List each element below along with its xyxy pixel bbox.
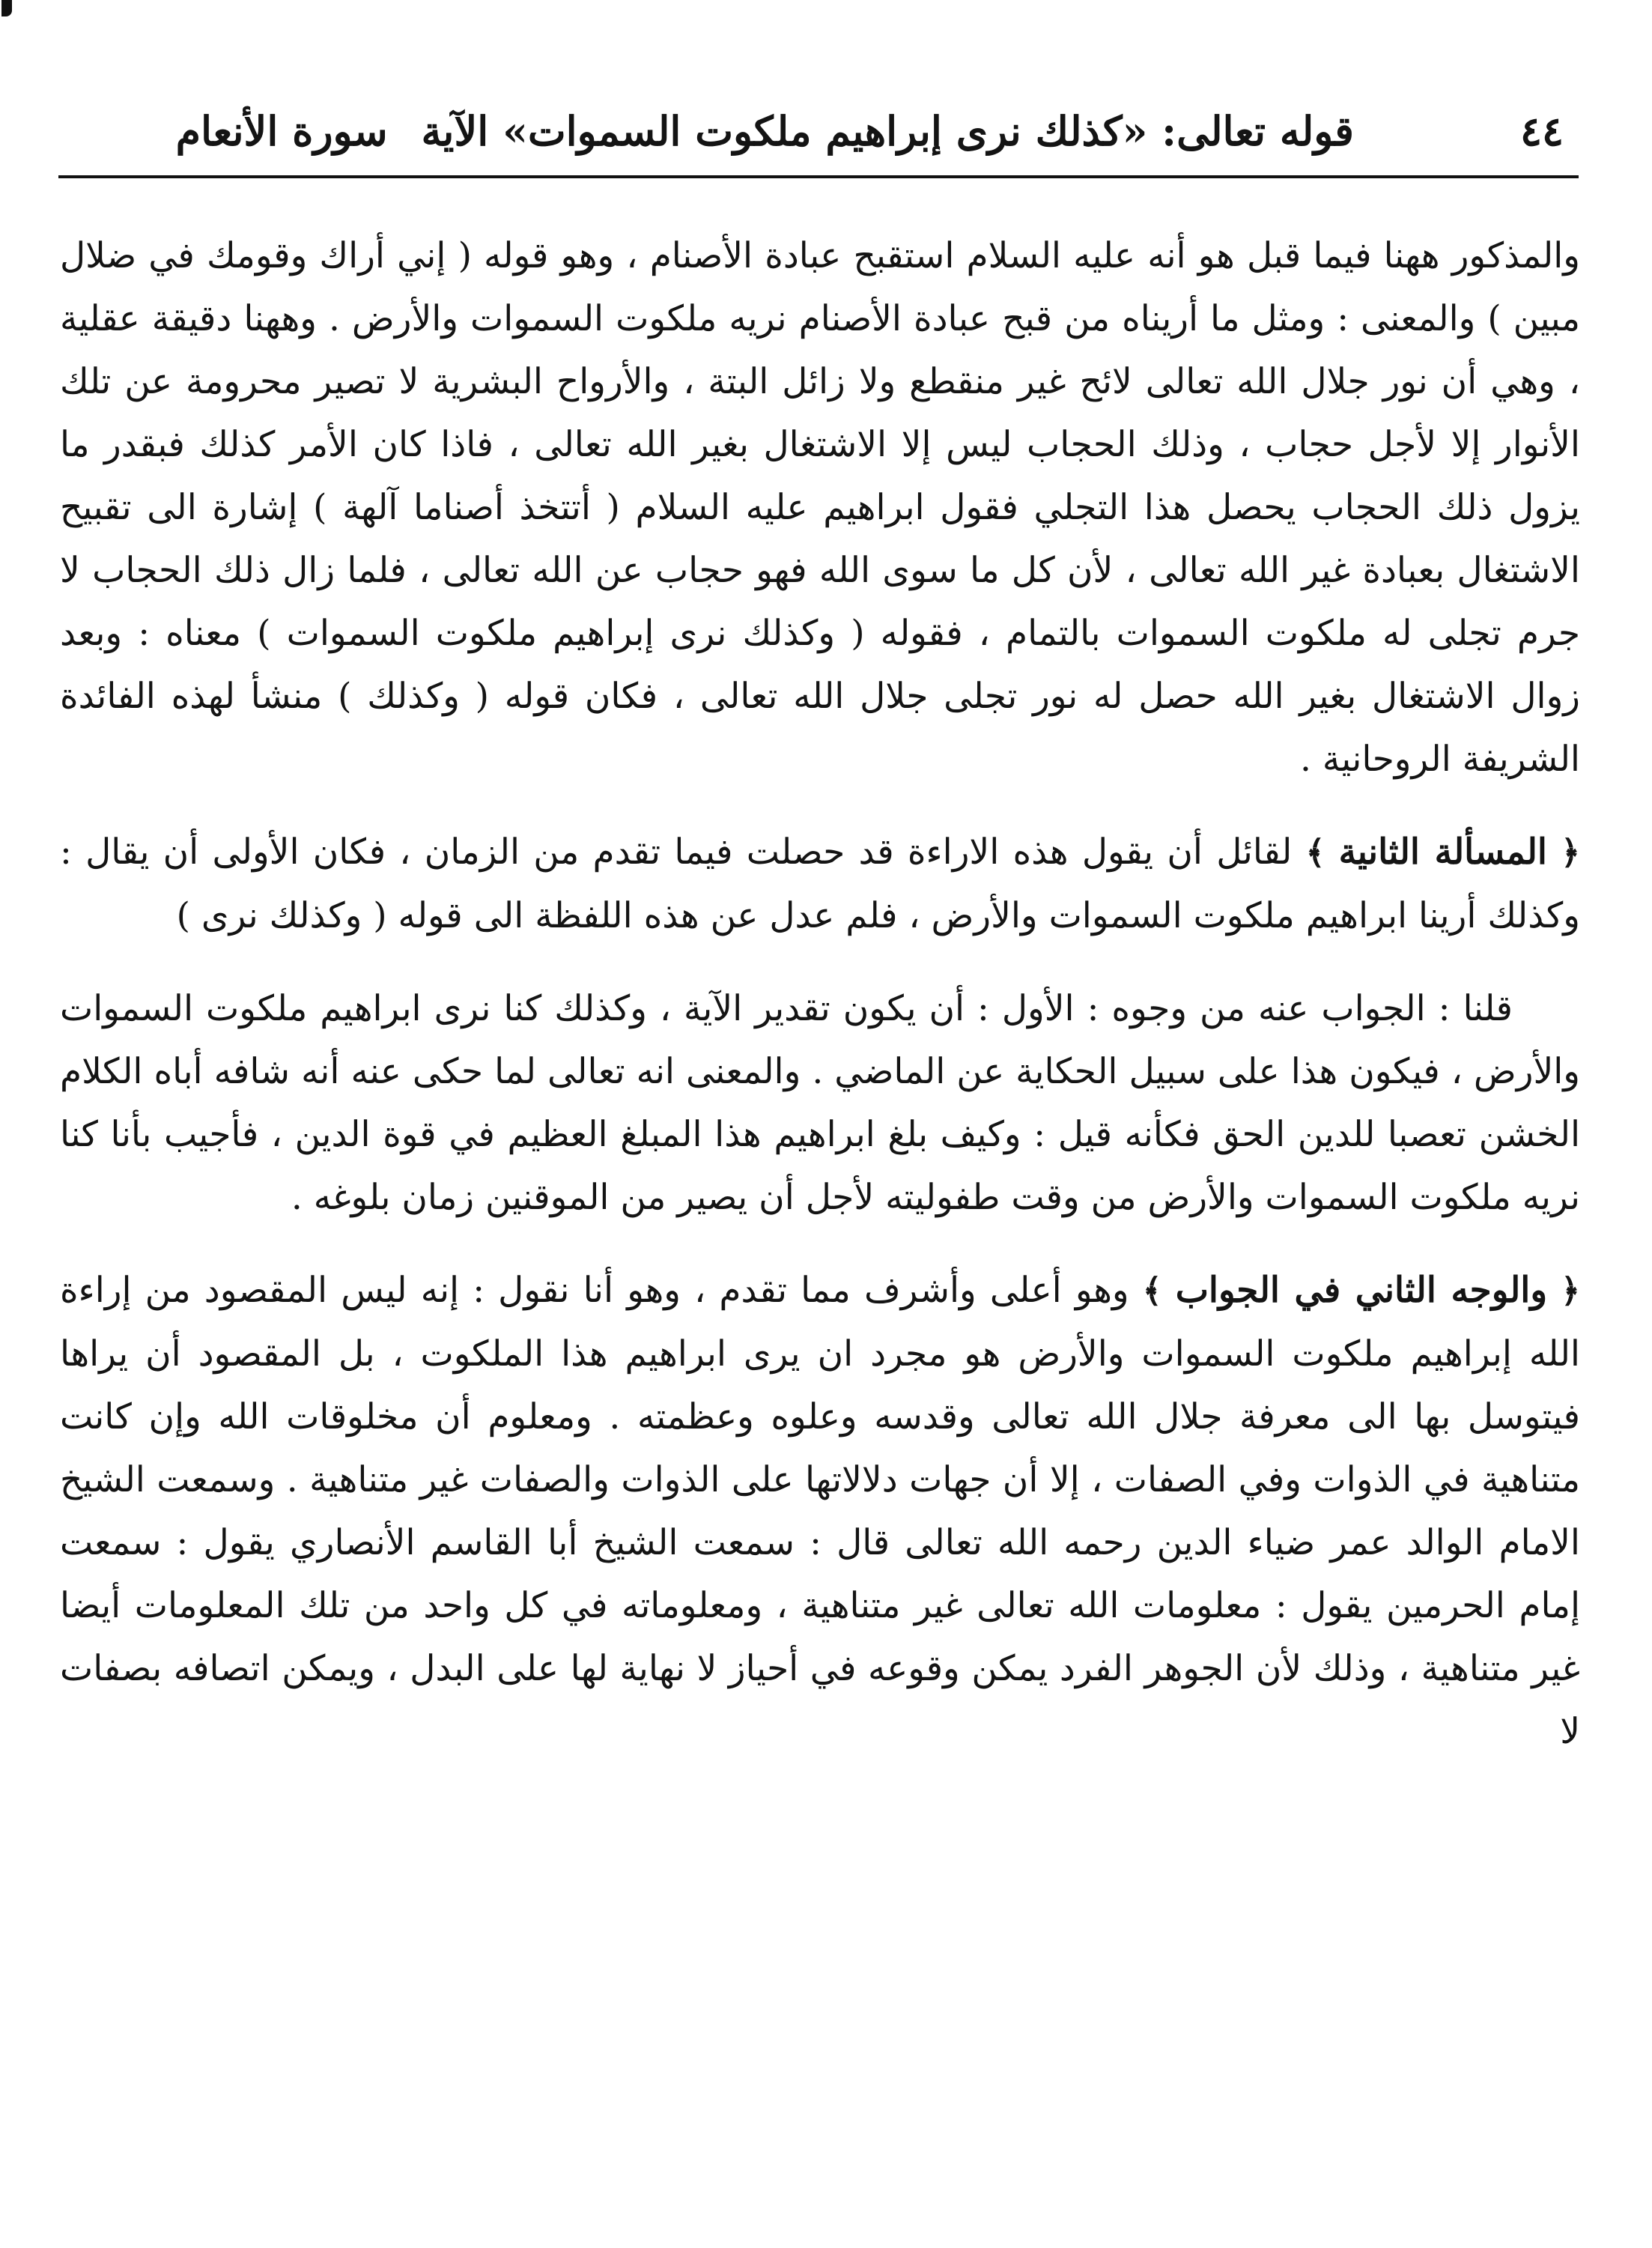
paragraph-text: قلنا : الجواب عنه من وجوه : الأول : أن يكون تقدير الآية ، وكذلك كنا نرى ابراهيم ملكوت السموات والأرض ، فيكون هذا على سبيل الحكاية عن الماضي . والمعنى انه تعالى لما حكى عنه أنه شافه أباه الكلام الخشن تعصبا للدين الحق فكأنه قيل : وكيف بلغ ابراهيم هذا المبلغ العظيم في قوة الدين ، فأجيب بأنا كنا نريه ملكوت السموات والأرض من وقت طفوليته لأجل أن يصير من الموقنين زمان بلوغه . xyxy=(60,988,1581,1218)
section-heading: المسألة الثانية xyxy=(1338,831,1547,873)
bracket-open: ﴿ xyxy=(1561,1272,1580,1310)
surah-name: سورة الأنعام xyxy=(175,107,388,155)
bracket-close: ﴾ xyxy=(1142,1272,1162,1310)
page-body xyxy=(60,225,1580,1763)
section-heading: والوجه الثاني في الجواب xyxy=(1175,1270,1548,1311)
header-rule xyxy=(58,175,1579,178)
paragraph-text: وهو أعلى وأشرف مما تقدم ، وهو أنا نقول : إنه ليس المقصود من إراءة الله إبراهيم ملكوت السموات والأرض هو مجرد ان يرى ابراهيم هذا الملكوت ، بل المقصود أن يراها فيتوسل بها الى معرفة جلال الله تعالى وقدسه وعلوه وعظمته . ومعلوم أن مخلوقات الله وإن كانت متناهية في الذوات وفي الصفات ، إلا أن جهات دلالاتها على الذوات والصفات غير متناهية . وسمعت الشيخ الامام الوالد عمر ضياء الدين رحمه الله تعالى قال : سمعت الشيخ أبا القاسم الأنصاري يقول : سمعت إمام الحرمين يقول : معلومات الله تعالى غير متناهية ، ومعلوماته في كل واحد من تلك المعلومات أيضا غير متناهية ، وذلك لأن الجوهر الفرد يمكن وقوعه في أحياز لا نهاية لها على البدل ، ويمكن اتصافه بصفات لا xyxy=(60,1270,1580,1752)
running-title-text: قوله تعالى: «كذلك نرى إبراهيم ملكوت السموات» الآية xyxy=(421,107,1354,155)
paragraph-4 xyxy=(60,1259,1580,1763)
bracket-open: ﴿ xyxy=(1561,834,1580,872)
bracket-close: ﴾ xyxy=(1305,834,1325,872)
page-number: ٤٤ xyxy=(1519,107,1564,155)
paragraph-text: والمذكور ههنا فيما قبل هو أنه عليه السلام استقبح عبادة الأصنام ، وهو قوله ( إني أراك وقومك في ضلال مبين ) والمعنى : ومثل ما أريناه من قبح عبادة الأصنام نريه ملكوت السموات والأرض . وههنا دقيقة عقلية ، وهي أن نور جلال الله تعالى لائح غير منقطع ولا زائل البتة ، والأرواح البشرية لا تصير محرومة عن تلك الأنوار إلا لأجل حجاب ، وذلك الحجاب ليس إلا الاشتغال بغير الله تعالى ، فاذا كان الأمر كذلك فبقدر ما يزول ذلك الحجاب يحصل هذا التجلي فقول ابراهيم عليه السلام ( أتتخذ أصناما آلهة ) إشارة الى تقبيح الاشتغال بعبادة غير الله تعالى ، لأن كل ما سوى الله فهو حجاب عن الله تعالى ، فلما زال ذلك الحجاب لا جرم تجلى له ملكوت السموات بالتمام ، فقوله ( وكذلك نرى إبراهيم ملكوت السموات ) معناه : وبعد زوال الاشتغال بغير الله حصل له نور تجلى جلال الله تعالى ، فكان قوله ( وكذلك ) منشأ لهذه الفائدة الشريفة الروحانية . xyxy=(60,235,1580,780)
paragraph-2 xyxy=(60,821,1580,948)
running-title xyxy=(175,107,1354,155)
paragraph-text: لقائل أن يقول هذه الاراءة قد حصلت فيما تقدم من الزمان ، فكان الأولى أن يقال : وكذلك أرينا ابراهيم ملكوت السموات والأرض ، فلم عدل عن هذه اللفظة الى قوله ( وكذلك نرى ) xyxy=(60,831,1580,936)
page-header xyxy=(58,97,1579,178)
paragraph-3 xyxy=(60,978,1580,1229)
corner-mark xyxy=(1,0,12,16)
paragraph-1 xyxy=(60,225,1580,791)
